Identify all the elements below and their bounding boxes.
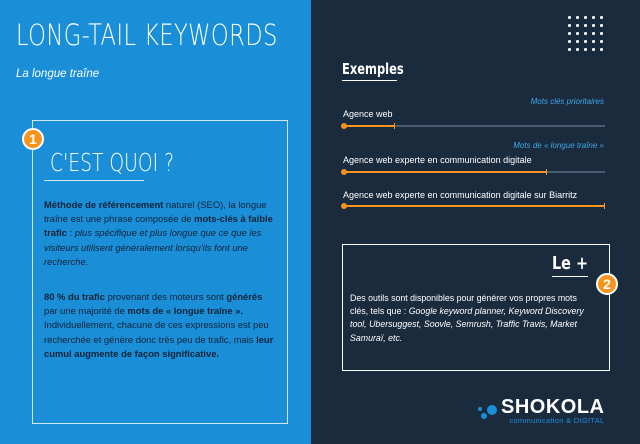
decor-dot	[600, 24, 603, 27]
tip-underline	[552, 276, 588, 277]
brand-logo	[478, 398, 605, 425]
decor-dot	[600, 16, 603, 19]
decor-dot	[584, 40, 587, 43]
category-priority-keywords: Mots clés prioritaires	[530, 97, 604, 106]
decor-dot	[568, 48, 571, 51]
dot-grid-decoration	[568, 16, 608, 52]
subtitle: La longue traîne	[16, 68, 100, 80]
decor-dot	[568, 32, 571, 35]
main-title: LONG-TAIL KEYWORDS	[16, 18, 278, 52]
title-underline	[44, 180, 144, 181]
decor-dot	[568, 24, 571, 27]
keyword-example-3: Agence web experte en communication digitale sur Biarritz	[343, 190, 578, 200]
decor-dot	[592, 16, 595, 19]
decor-dot	[592, 40, 595, 43]
logo-tagline: communication & DIGITAL	[509, 416, 605, 425]
definition-paragraph: Méthode de référencement naturel (SEO), la longue traîne est une phrase composée de mots-clés à faible trafic : plus spécifique et plus longue que ce que les visiteurs utilisent généralement lorsqu'ils font une recherche.	[44, 199, 273, 267]
decor-dot	[584, 48, 587, 51]
keyword-example-2: Agence web experte en communication digitale	[343, 155, 532, 165]
badge-number-1: 1	[22, 128, 44, 150]
decor-dot	[576, 32, 579, 35]
keyword-example-1: Agence web	[343, 109, 393, 119]
examples-title: Exemples	[342, 60, 404, 78]
decor-dot	[600, 32, 603, 35]
tip-title: Le +	[552, 253, 589, 274]
traffic-paragraph: 80 % du trafic provenant des moteurs sont générés par une majorité de mots de « longue traîne ». Individuellement, chacune de ces expressions est peu recherchée et génère donc très peu de trafic, mais leur cumul augmente de façon significative.	[44, 291, 274, 359]
examples-underline	[342, 80, 397, 81]
decor-dot	[584, 16, 587, 19]
decor-dot	[592, 48, 595, 51]
decor-dot	[576, 24, 579, 27]
keyword-bar-1	[343, 125, 605, 127]
decor-dot	[592, 24, 595, 27]
decor-dot	[592, 32, 595, 35]
decor-dot	[568, 16, 571, 19]
decor-dot	[576, 48, 579, 51]
decor-dot	[584, 32, 587, 35]
decor-dot	[600, 40, 603, 43]
keyword-bar-2	[343, 171, 605, 173]
section-title: C'EST QUOI ?	[50, 148, 175, 177]
decor-dot	[576, 16, 579, 19]
decor-dot	[568, 40, 571, 43]
logo-mark-icon	[478, 402, 498, 422]
tip-text: Des outils sont disponibles pour générer vos propres mots clés, tels que : Google keyword planner, Keyword Discovery tool, Ubersuggest, Soovle, Semrush, Traffic Travis, Market Samuraï, etc.	[350, 293, 584, 343]
decor-dot	[584, 24, 587, 27]
badge-number-2: 2	[596, 273, 618, 295]
decor-dot	[576, 40, 579, 43]
logo-name: SHOKOLA	[501, 396, 605, 418]
category-long-tail: Mots de « longue traîne »	[513, 141, 604, 150]
decor-dot	[600, 48, 603, 51]
keyword-bar-3	[343, 205, 605, 207]
